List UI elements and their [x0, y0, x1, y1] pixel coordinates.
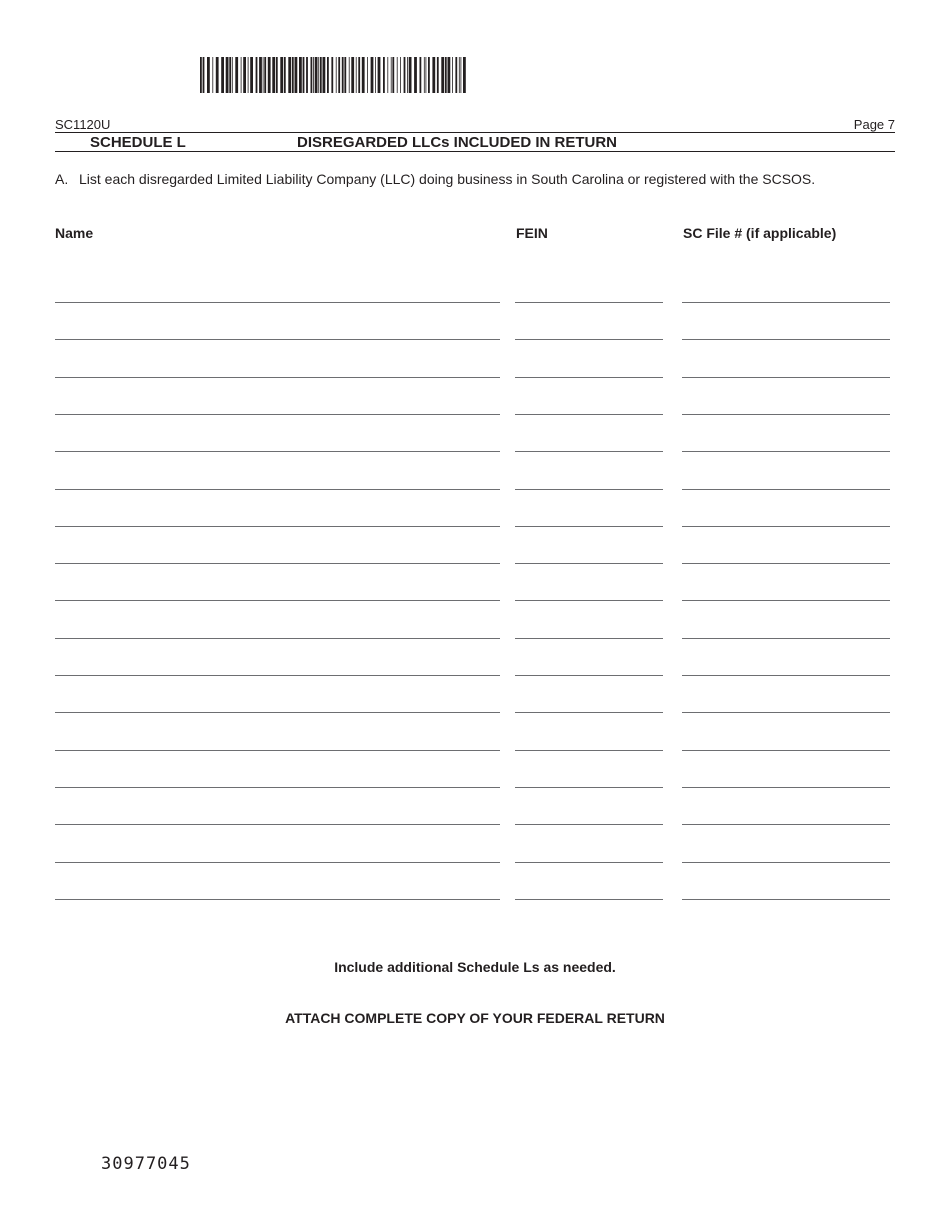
additional-schedules-note: Include additional Schedule Ls as needed. — [334, 959, 616, 975]
fein-field[interactable] — [515, 377, 663, 378]
instruction-text: List each disregarded Limited Liability Company (LLC) doing business in South Carolina or registered with the SCSOS. — [79, 171, 816, 187]
form-code: 30977045 — [101, 1154, 191, 1174]
fein-field[interactable] — [515, 899, 663, 900]
instruction-letter: A. — [55, 171, 69, 187]
fein-field[interactable] — [515, 600, 663, 601]
sc-file-field[interactable] — [682, 638, 890, 639]
name-field[interactable] — [55, 675, 500, 676]
sc-file-field[interactable] — [682, 563, 890, 564]
name-field[interactable] — [55, 339, 500, 340]
fein-field[interactable] — [515, 787, 663, 788]
sc-file-field[interactable] — [682, 787, 890, 788]
fein-field[interactable] — [515, 339, 663, 340]
name-field[interactable] — [55, 750, 500, 751]
fein-field[interactable] — [515, 675, 663, 676]
sc-file-field[interactable] — [682, 712, 890, 713]
fein-field[interactable] — [515, 489, 663, 490]
name-field[interactable] — [55, 414, 500, 415]
column-header-sc-file: SC File # (if applicable) — [683, 225, 837, 241]
schedule-label: SCHEDULE L — [90, 134, 186, 151]
sc-file-field[interactable] — [682, 302, 890, 303]
sc-file-field[interactable] — [682, 600, 890, 601]
fein-field[interactable] — [515, 302, 663, 303]
fein-field[interactable] — [515, 712, 663, 713]
fein-field[interactable] — [515, 862, 663, 863]
form-id: SC1120U — [55, 117, 111, 132]
schedule-title: DISREGARDED LLCs INCLUDED IN RETURN — [297, 134, 618, 151]
sc-file-field[interactable] — [682, 339, 890, 340]
sc-file-field[interactable] — [682, 675, 890, 676]
name-field[interactable] — [55, 862, 500, 863]
name-field[interactable] — [55, 489, 500, 490]
sc-file-field[interactable] — [682, 750, 890, 751]
name-field[interactable] — [55, 824, 500, 825]
name-field[interactable] — [55, 451, 500, 452]
name-field[interactable] — [55, 563, 500, 564]
sc-file-field[interactable] — [682, 377, 890, 378]
name-field[interactable] — [55, 787, 500, 788]
fein-field[interactable] — [515, 563, 663, 564]
name-field[interactable] — [55, 526, 500, 527]
name-field[interactable] — [55, 377, 500, 378]
fein-field[interactable] — [515, 750, 663, 751]
fein-field[interactable] — [515, 414, 663, 415]
fein-field[interactable] — [515, 526, 663, 527]
fein-field[interactable] — [515, 638, 663, 639]
sc-file-field[interactable] — [682, 899, 890, 900]
column-header-name: Name — [55, 225, 94, 241]
name-field[interactable] — [55, 712, 500, 713]
name-field[interactable] — [55, 302, 500, 303]
name-field[interactable] — [55, 638, 500, 639]
name-field[interactable] — [55, 600, 500, 601]
sc-file-field[interactable] — [682, 414, 890, 415]
page-number: Page 7 — [853, 117, 895, 132]
name-field[interactable] — [55, 899, 500, 900]
column-header-fein: FEIN — [516, 225, 548, 241]
sc-file-field[interactable] — [682, 824, 890, 825]
sc-file-field[interactable] — [682, 526, 890, 527]
fein-field[interactable] — [515, 824, 663, 825]
fein-field[interactable] — [515, 451, 663, 452]
sc-file-field[interactable] — [682, 451, 890, 452]
sc-file-field[interactable] — [682, 489, 890, 490]
sc-file-field[interactable] — [682, 862, 890, 863]
attach-federal-return-note: ATTACH COMPLETE COPY OF YOUR FEDERAL RETURN — [285, 1010, 665, 1026]
